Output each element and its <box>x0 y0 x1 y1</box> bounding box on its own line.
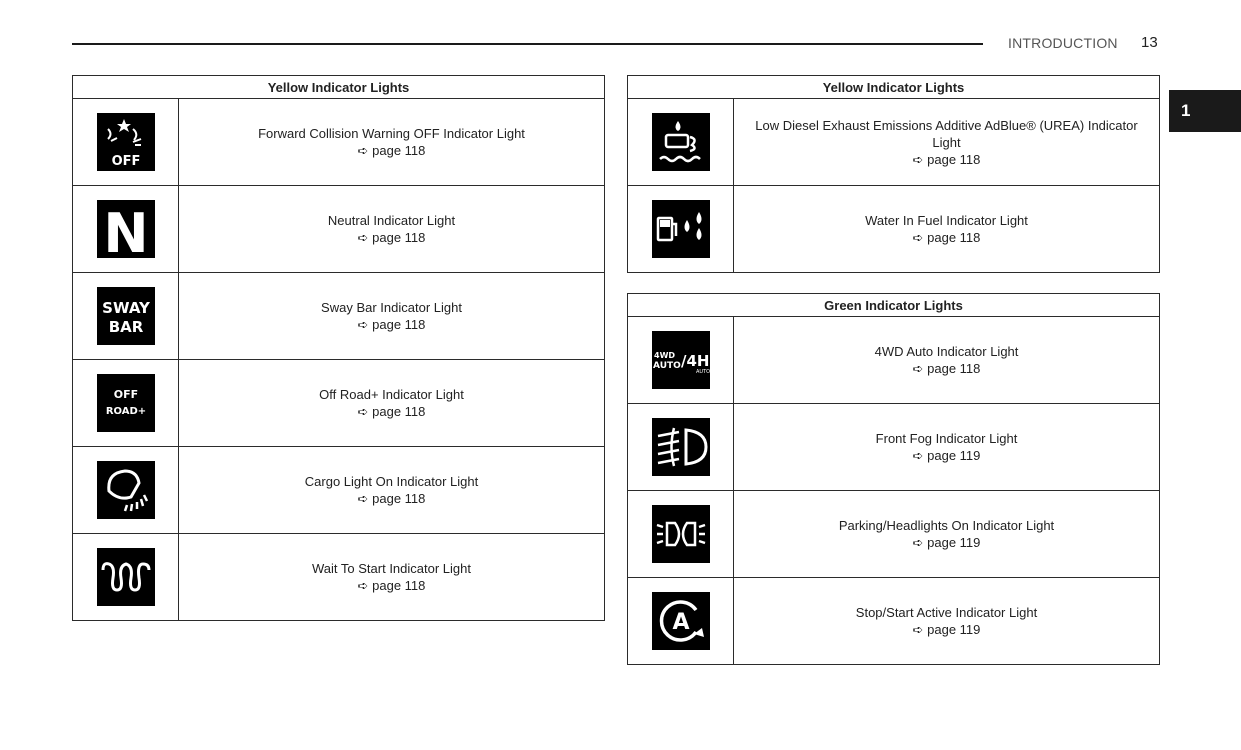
indicator-label: Sway Bar Indicator Light <box>321 300 462 315</box>
page-reference: ➪ page 118 <box>357 317 426 332</box>
low-def-icon <box>652 113 710 171</box>
table-row <box>628 317 1160 404</box>
header-rule <box>72 43 983 45</box>
svg-text:A: A <box>671 610 690 635</box>
table-row <box>628 99 1160 186</box>
indicator-label: Stop/Start Active Indicator Light <box>855 605 1038 620</box>
table-title: Yellow Indicator Lights <box>73 76 605 99</box>
page-arrow-icon: ➪ <box>912 361 924 376</box>
page-reference: ➪ page 118 <box>357 491 426 506</box>
page-reference: ➪ page 118 <box>357 230 426 245</box>
page-arrow-icon: ➪ <box>357 143 369 158</box>
page-arrow-icon: ➪ <box>912 622 924 637</box>
table-row <box>73 534 605 621</box>
page-arrow-icon: ➪ <box>357 317 369 332</box>
sway-bar-icon <box>97 287 155 345</box>
svg-text:BAR: BAR <box>108 318 143 336</box>
indicator-label: Low Diesel Exhaust Emissions Additive AdBlue® (UREA) Indicator Light <box>755 117 1138 150</box>
table-row <box>628 491 1160 578</box>
svg-text:SWAY: SWAY <box>101 299 150 317</box>
svg-text:N: N <box>102 202 149 258</box>
stop-start-active-icon <box>652 592 710 650</box>
svg-text:4WD: 4WD <box>653 351 675 360</box>
svg-text:OFF: OFF <box>113 388 138 401</box>
indicator-label: 4WD Auto Indicator Light <box>874 344 1019 359</box>
wait-to-start-icon <box>97 548 155 606</box>
indicator-label: Front Fog Indicator Light <box>875 431 1018 446</box>
indicator-label: Cargo Light On Indicator Light <box>304 474 479 489</box>
green-indicator-table <box>627 293 1160 665</box>
page-arrow-icon: ➪ <box>357 491 369 506</box>
page-arrow-icon: ➪ <box>357 578 369 593</box>
table-row <box>628 186 1160 273</box>
indicator-label: Neutral Indicator Light <box>327 213 456 228</box>
page-arrow-icon: ➪ <box>912 151 924 167</box>
table-title: Yellow Indicator Lights <box>628 76 1160 99</box>
svg-text:/4H: /4H <box>680 352 709 370</box>
svg-text:ROAD+: ROAD+ <box>105 406 146 417</box>
table-row <box>73 273 605 360</box>
page-reference: ➪ page 119 <box>912 535 981 550</box>
table-row <box>73 186 605 273</box>
table-row <box>628 404 1160 491</box>
cargo-light-icon <box>97 461 155 519</box>
page-reference: ➪ page 118 <box>912 151 981 167</box>
off-road-plus-icon <box>97 374 155 432</box>
page-reference: ➪ page 119 <box>912 622 981 637</box>
indicator-label: Wait To Start Indicator Light <box>312 561 471 576</box>
page-reference: ➪ page 118 <box>912 361 981 376</box>
svg-text:OFF: OFF <box>111 154 140 169</box>
page-reference: ➪ page 118 <box>357 404 426 419</box>
chapter-tab: 1 <box>1169 90 1241 132</box>
page-reference: ➪ page 118 <box>912 230 981 245</box>
parking-headlights-icon <box>652 505 710 563</box>
page-arrow-icon: ➪ <box>912 448 924 463</box>
forward-collision-warning-off-icon <box>97 113 155 171</box>
page-arrow-icon: ➪ <box>912 230 924 245</box>
yellow-indicator-table-right <box>627 75 1160 273</box>
table-title: Green Indicator Lights <box>628 294 1160 317</box>
water-in-fuel-icon <box>652 200 710 258</box>
indicator-label: Forward Collision Warning OFF Indicator Light <box>258 126 525 141</box>
yellow-indicator-table-left <box>72 75 605 621</box>
svg-text:AUTO: AUTO <box>652 361 681 371</box>
table-row <box>73 99 605 186</box>
indicator-label: Off Road+ Indicator Light <box>319 387 464 402</box>
section-title: INTRODUCTION <box>1008 35 1118 51</box>
svg-text:AUTO: AUTO <box>695 369 710 375</box>
neutral-icon <box>97 200 155 258</box>
table-row <box>73 360 605 447</box>
indicator-label: Water In Fuel Indicator Light <box>865 213 1028 228</box>
table-row <box>73 447 605 534</box>
table-row <box>628 578 1160 665</box>
indicator-label: Parking/Headlights On Indicator Light <box>838 518 1055 533</box>
page-arrow-icon: ➪ <box>357 404 369 419</box>
page-reference: ➪ page 119 <box>912 448 981 463</box>
front-fog-icon <box>652 418 710 476</box>
4wd-auto-icon <box>652 331 710 389</box>
page-arrow-icon: ➪ <box>357 230 369 245</box>
page-reference: ➪ page 118 <box>357 578 426 593</box>
page-reference: ➪ page 118 <box>357 143 426 158</box>
page-number: 13 <box>1141 34 1158 51</box>
page-arrow-icon: ➪ <box>912 535 924 550</box>
